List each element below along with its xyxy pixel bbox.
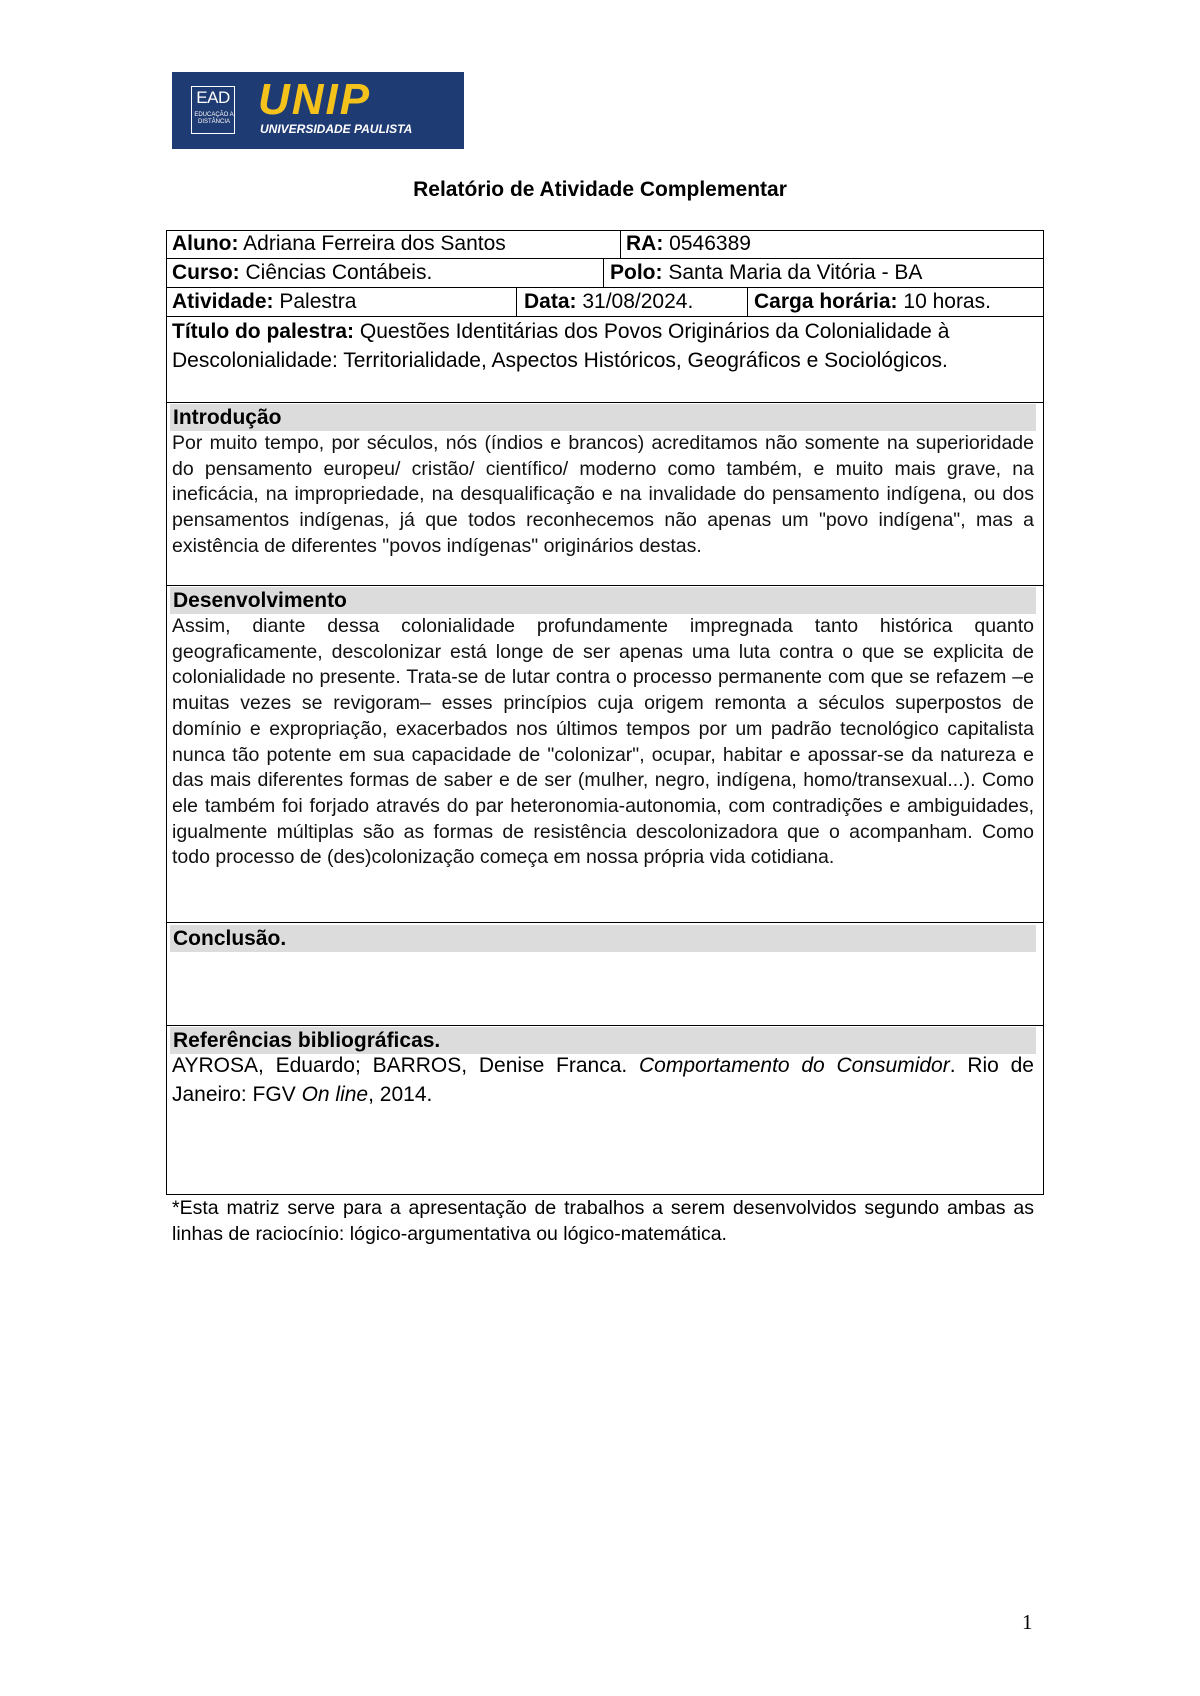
- ra-cell: [626, 230, 751, 258]
- brand-subtitle: UNIVERSIDADE PAULISTA: [260, 122, 413, 136]
- atividade-value: Palestra: [279, 290, 357, 313]
- atividade-label: Atividade:: [172, 290, 274, 313]
- polo-cell: [610, 259, 922, 287]
- brand-name: UNIP: [258, 75, 372, 124]
- curso-value: Ciências Contábeis.: [245, 261, 433, 284]
- document-title: Relatório de Atividade Complementar: [413, 178, 787, 201]
- carga-cell: [754, 288, 991, 316]
- cell-divider: [516, 287, 517, 316]
- ra-value: 0546389: [669, 232, 751, 255]
- row-divider: [166, 585, 1044, 586]
- ref-year: , 2014.: [368, 1082, 433, 1106]
- cell-divider: [620, 230, 621, 258]
- titulo-label: Título do palestra:: [172, 320, 355, 343]
- ead-badge-text: EAD: [196, 88, 230, 107]
- carga-label: Carga horária:: [754, 290, 898, 313]
- row-divider: [166, 922, 1044, 923]
- cell-divider: [747, 287, 748, 316]
- desenvolvimento-text: Assim, diante dessa colonialidade profundamente impregnada tanto histórica quanto geograficamente, descolonizar está longe de ser apenas uma luta contra o que se explicita de colonialidade no presente. Trata-se de lutar contra o processo permanente com que se refazem –e muitas vezes se revigoram– esses princípios cuja origem remonta a séculos superpostos de domínio e expropriação, exacerbados nos últimos tempos por um padrão tecnológico capitalista nunca tão potente em sua capacidade de "colonizar", ocupar, habitar e apossar-se da natureza e das mais diferentes formas de saber e de ser (mulher, negro, indígena, homo/transexual...). Como ele também foi forjado através do par heteronomia-autonomia, com contradições e ambiguidades, igualmente múltiplas são as formas de resistência descolonizadora que o acompanham. Como todo processo de (des)colonização começa em nossa própria vida cotidiana.: [172, 615, 1034, 869]
- ead-badge-subtext: EDUCAÇÃO A DISTÂNCIA: [194, 112, 234, 125]
- desenvolvimento-heading: Desenvolvimento: [170, 587, 1036, 614]
- atividade-cell: [172, 288, 356, 316]
- introducao-text: Por muito tempo, por séculos, nós (índios e brancos) acreditamos não somente na superioridade do pensamento europeu/ cristão/ científico/ moderno como também, e muito mais grave, na ineficácia, na impropriedade, na desqualificação e na invalidade do pensamento indígena, ou dos pensamentos indígenas, já que todos reconhecemos não apenas um "povo indígena", mas a existência de diferentes "povos indígenas" originários destas.: [172, 432, 1034, 557]
- data-value: 31/08/2024.: [582, 290, 694, 313]
- cell-divider: [603, 258, 604, 287]
- row-divider: [166, 402, 1044, 403]
- aluno-cell: [172, 230, 506, 258]
- conclusao-heading: Conclusão.: [170, 925, 1036, 952]
- ref-place: . Rio de Janeiro: FGV: [172, 1054, 1034, 1106]
- curso-label: Curso:: [172, 261, 240, 284]
- carga-value: 10 horas.: [903, 290, 991, 313]
- ref-online: On line: [301, 1082, 369, 1106]
- ead-badge: [191, 86, 235, 134]
- referencias-heading: Referências bibliográficas.: [170, 1027, 1036, 1054]
- polo-label: Polo:: [610, 261, 663, 284]
- titulo-value: Questões Identitárias dos Povos Originários da Colonialidade à Descolonialidade: Territorialidade, Aspectos Históricos, Geográficos e Sociológicos.: [172, 320, 950, 372]
- data-cell: [524, 288, 693, 316]
- page-number: 1: [1022, 1610, 1033, 1634]
- curso-cell: [172, 259, 432, 287]
- titulo-cell: [172, 318, 1034, 375]
- data-label: Data:: [524, 290, 577, 313]
- ref-authors: AYROSA, Eduardo; BARROS, Denise Franca.: [172, 1054, 628, 1077]
- ra-label: RA:: [626, 232, 664, 255]
- polo-value: Santa Maria da Vitória - BA: [668, 261, 923, 284]
- row-divider: [166, 1025, 1044, 1026]
- aluno-label: Aluno:: [172, 232, 239, 255]
- footnote: *Esta matriz serve para a apresentação de trabalhos a serem desenvolvidos segundo ambas as linhas de raciocínio: lógico-argumentativa ou lógico-matemática.: [172, 1197, 1034, 1245]
- ref-title: Comportamento do Consumidor: [639, 1054, 950, 1077]
- reference-entry: [172, 1052, 1034, 1109]
- row-divider: [166, 316, 1044, 317]
- introducao-heading: Introdução: [170, 404, 1036, 431]
- unip-logo: [172, 72, 464, 149]
- aluno-value: Adriana Ferreira dos Santos: [243, 232, 506, 255]
